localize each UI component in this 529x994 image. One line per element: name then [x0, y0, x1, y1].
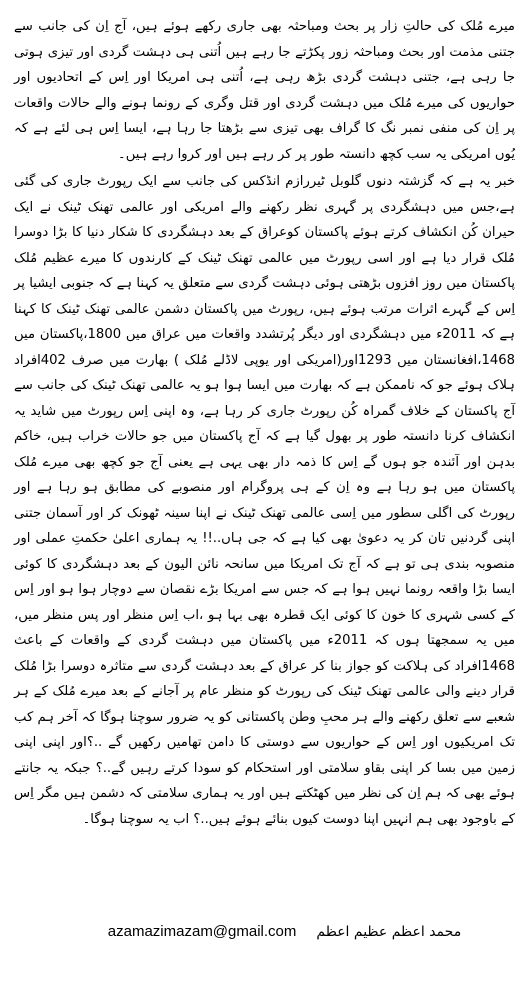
- author-name: محمد اعظم عظیم اعظم: [316, 924, 462, 940]
- article-paragraph-body: خبر یہ ہے کہ گزشتہ دنوں گلوبل ٹیررازم انڈکس کی جانب سے ایک رپورٹ جاری کی گئی ہے،جس میں دہشگردی پر گہری نظر رکھنے والے امریکی اور عالمی تھنک ٹینک نے ایک حیران کُن انکشاف کرتے ہوئے پاکستان کوعراق کے بعد دہشگردی کا شکار دنیا کا بڑا دوسرا مُلک قرار دیا ہے اور اسی رپورٹ میں عالمی تھنک ٹینک کے کارندوں کا میرے عظیم مُلک پاکستان میں روز افزوں بڑھتی ہوئی دہشت گردی سے متعلق یہ کہنا ہے کہ جنوبی ایشیا پر اِس کے گہرے اثرات مرتب ہوئے ہیں، رپورٹ میں پاکستان دشمن عالمی تھنک ٹینک کا کہنا ہے کہ 2011ء میں دہشگردی اور دیگر پُرتشدد واقعات میں عراق میں 1800،پاکستان میں 1468،افغانستان میں 1293اور(امریکی اور یوپی لاڈلے مُلک ) بھارت میں صرف 402افراد ہلاک ہوئے جو کہ ناممکن ہے کہ بھارت میں ایسا ہوا ہو یہ عالمی تھنک ٹینک کی جانب سے آج پاکستان کے خلاف گمراہ کُن رپورٹ جاری کر رہا ہے، وہ اپنی اِس رپورٹ میں شاید یہ انکشاف کرنا دانستہ طور پر بھول گیا ہے کہ آج پاکستان میں جو حالات خراب ہیں، خاکم بدہن اور آئندہ جو ہوں گے اِس کا ذمہ دار بھی یہی ہے یعنی آج جو کچھ بھی میرے مُلک پاکستان میں ہو رہا ہے وہ اِن کے ہی پروگرام اور منصوبے کی مطابق ہو رہا ہے اور رپورٹ کی اگلی سطور میں اِسی عالمی تھنک ٹینک نے اپنا سینہ ٹھونک کر اور آسمان جتنی اپنی گردنیں تان کر یہ دعویٰ بھی کیا ہے کہ جی ہاں..!! یہ ہماری اعلیٰ حکمتِ عملی اور منصوبہ بندی ہی تو ہے کہ آج تک امریکا میں سانحہ نائن الیون کے بعد دہشگردی کا کوئی ایسا بڑا واقعہ رونما نہیں ہوا ہے کہ جس سے امریکا بڑے نقصان سے دوچار ہوا ہو اور اِس کے کسی شہری کا خون کا کوئی ایک قطرہ بھی بہا ہو ،اب اِس منظر اور پس منظر میں، میں یہ سمجھتا ہوں کہ 2011ء میں پاکستان میں دہشت گردی کے واقعات کے باعث 1468افراد کی ہلاکت کو جواز بنا کر عراق کے بعد دہشت گردی سے متاثرہ دوسرا بڑا مُلک قرار دینے والی عالمی تھنک ٹینک کی رپورٹ کو منظر عام پر آجانے کے بعد میرے مُلک کے ہر شعبے سے تعلق رکھنے والے ہر محبِ وطن پاکستانی کو یہ ضرور سوچنا ہوگا کہ آخر ہم کب تک امریکیوں اور اِس کے حواریوں سے دوستی کا دامن تھامیں رکھیں گے ..؟اور اپنی اپنی زمین میں بسا کر اپنی بقاو سلامتی اور استحکام کو سودا کرتے رہیں گے..؟ جبکہ یہ جانتے ہوئے بھی کہ ہم اِن کی نظر میں کھٹکتے ہیں اور یہ ہماری سلامتی کہ دشمن ہیں مگر اِس کے باوجود بھی ہم انہیں اپنا دوست کیوں بنائے ہوئے ہیں..؟ اب یہ سوچنا ہوگا۔: [14, 174, 516, 827]
- article-paragraph-intro: میرے مُلک کی حالتِ زار پر بحث ومباحثہ بھی جاری رکھے ہوئے ہیں، آج اِن کی جانب سے جتنی مذمت اور بحث ومباحثہ زور پکڑتے جا رہے ہیں اُتنی ہی دہشت گردی اور تیزی ہوتی جا رہی ہے، جتنی دہشت گردی بڑھ رہی ہے، اُتنی ہی امریکا اور اِس کے اتحادیوں اور حواریوں کی میرے مُلک میں دہشت گردی اور قتل وگری کے رونما ہونے والے حالات واقعات پر اِن کی منفی نمبر نگ کا گراف بھی تیزی سے بڑھتا جا رہا ہے، ایسا اِس ہی لئے ہے کہ یُوں امریکی یہ سب کچھ دانستہ طور پر کر رہے ہیں اور کروا رہے ہیں۔: [14, 19, 515, 162]
- author-email[interactable]: azamazimazam@gmail.com: [107, 923, 297, 940]
- author-signature: [0, 923, 529, 940]
